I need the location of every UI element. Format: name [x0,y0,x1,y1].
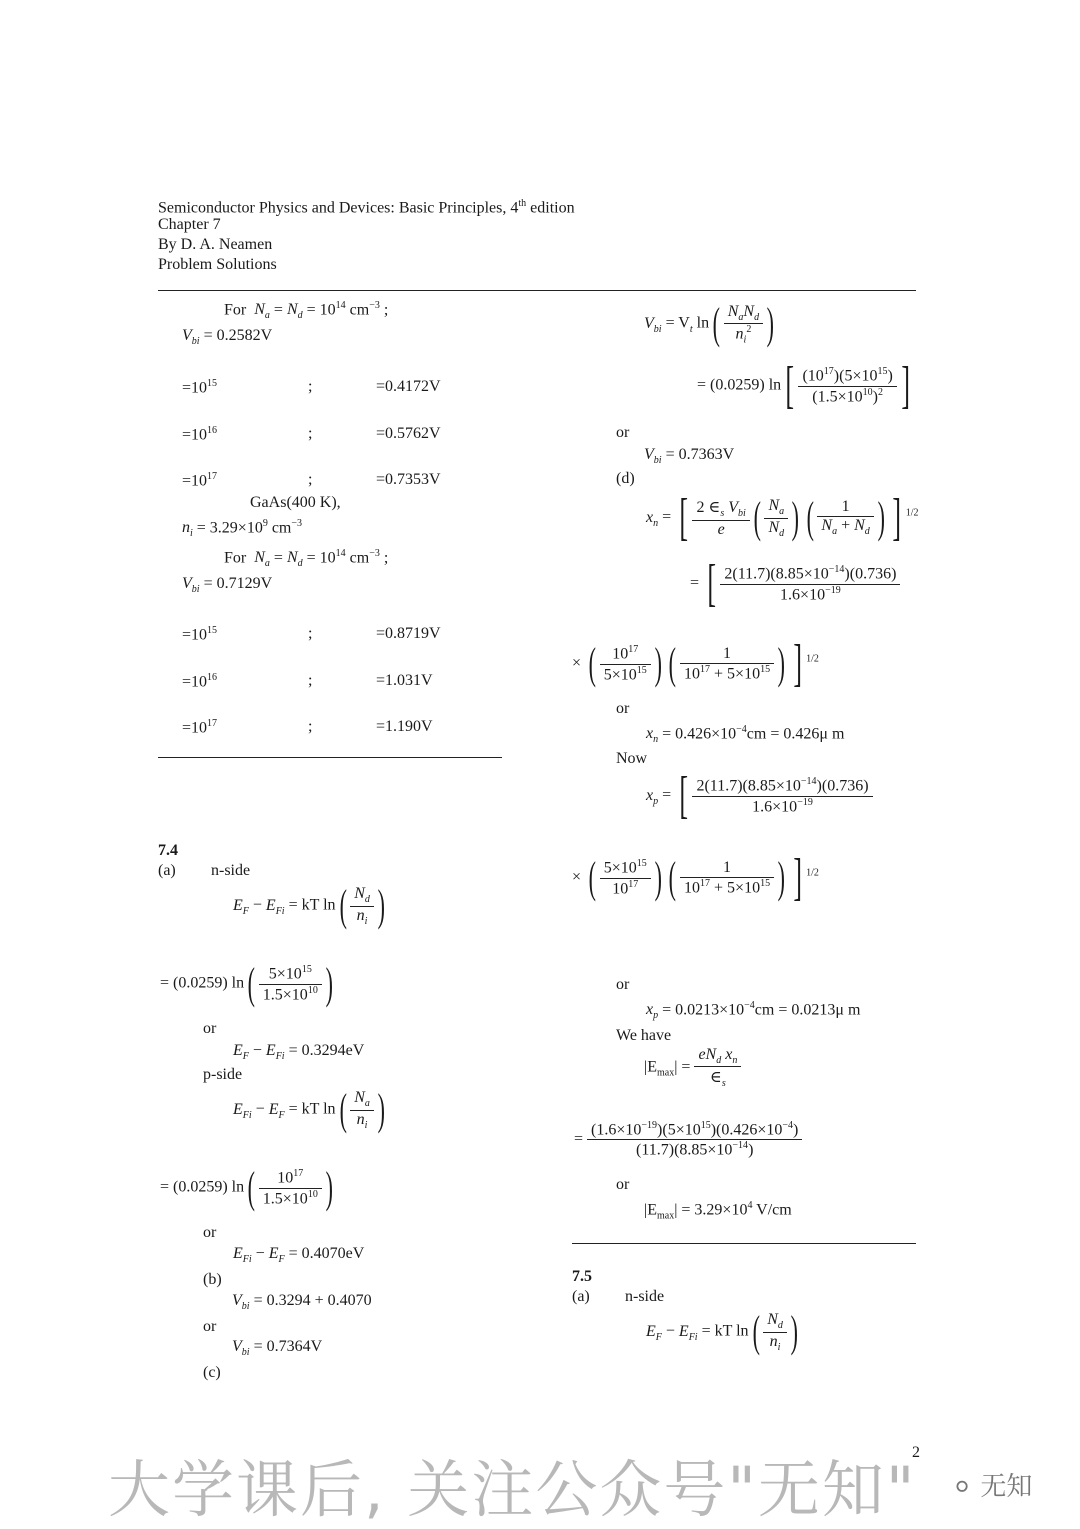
n-side-label: n-side [625,1288,665,1305]
or-label: or [203,1318,217,1335]
table-row-sep: ; [308,672,313,689]
gaas-label: GaAs(400 K), [250,494,341,511]
efi-ef-substitution: = (0.0259) ln( $\frac{10^{17}}{1.5\times 10^{10}}$ ) [160,1163,333,1212]
wechat-logo: ⚪ 无知 [952,1472,1033,1502]
part-a-label: (a) [158,862,176,879]
or-label: or [616,1176,630,1193]
table-row: $=10^{15}$ [182,625,218,644]
table-row-sep: ; [308,378,313,395]
section-rule-left [158,757,502,758]
table-row: $=10^{16}$ [182,425,218,444]
table-row-sep: ; [308,425,313,442]
section-label: Problem Solutions [158,256,277,273]
wechat-icon: ⚪ [952,1473,973,1501]
xp-result: $x_p = 0.0213\times 10^{-4}cm = 0.0213\mu$ m [646,1000,861,1022]
table-row-value: =0.8719V [376,625,441,642]
table-row-sep: ; [308,718,313,735]
part-d-label: (d) [616,470,635,487]
emax-substitution: = $\frac{(1.6\times 10^{-19})(5\times 10^{15})(0.426\times 10^{-4})}{(11.7)(8.85\times 10^{-14})}$ [574,1120,802,1160]
or-label: or [616,424,630,441]
vbi-substitution: = (0.0259) ln[ $\frac{(10^{17})(5\times 10^{15})}{(1.5\times 10^{10})^2}$ ] [697,357,910,414]
for-line-2: For $N_a = N_d = 10^{14}$ $cm^{-3}$ ; [224,548,389,570]
table-row-value: =0.7353V [376,471,441,488]
vbi-result: $V_{bi} = 0.7364V$ [232,1338,323,1359]
table-row-value: =1.190V [376,718,433,735]
table-row-sep: ; [308,471,313,488]
or-label: or [203,1224,217,1241]
vbi-formula: $V_{bi} = V_t$ ln( $\frac{N_aN_d}{n_i^2}$ ) [644,299,775,348]
watermark-text: 大学课后, 关注公众号"无知" [108,1453,917,1526]
table-row-value: =1.031V [376,672,433,689]
book-title: Semiconductor Physics and Devices: Basic Principles, 4th edition [158,198,575,217]
problem-7-4-label: 7.4 [158,842,178,859]
part-c-label: (c) [203,1364,221,1381]
ef-efi-substitution: = (0.0259) ln( $\frac{5\times 10^{15}}{1.5\times 10^{10}}$ ) [160,959,333,1008]
table-row: $=10^{15}$ [182,378,218,397]
part-b-label: (b) [203,1271,222,1288]
page-number: 2 [912,1444,920,1461]
table-row-sep: ; [308,625,313,642]
section-rule-right [572,1243,916,1244]
ef-efi-equation-7-5: $E_F - E_{Fi}$ = kT ln( $\frac{N_d}{n_i}$ ) [646,1307,798,1356]
we-have-label: We have [616,1027,672,1044]
header-rule [158,290,916,291]
or-label: or [616,976,630,993]
emax-result: $|E_{max}| = 3.29\times 10^4$ V/cm [644,1200,792,1222]
table-row: $=10^{17}$ [182,718,218,737]
or-label: or [203,1020,217,1037]
emax-formula: $|E_{max}|$ = $\frac{eN_d x_n}{\in_s}$ [644,1046,741,1089]
table-row: $=10^{16}$ [182,672,218,691]
xp-substitution: $x_p$ = [ $\frac{2(11.7)(8.85\times 10^{-14})(0.736)}{1.6\times 10^{-19}}$ [646,770,873,822]
xn-result: $x_n = 0.426\times 10^{-4}cm = 0.426\mu$ m [646,724,845,746]
xn-formula: $x_n$ = [ $\frac{2 \in_s V_{bi}}{e}$ ( $\frac{N_a}{N_d}$ ) ( $\frac{1}{N_a + N_d}$ ) ] $^{1/2}$ [646,489,919,546]
problem-7-5-label: 7.5 [572,1268,592,1285]
n-side-label: n-side [211,862,251,879]
efi-ef-result: $E_{Fi} - E_F = 0.4070eV$ [233,1245,365,1266]
ef-efi-result: $E_F - E_{Fi} = 0.3294eV$ [233,1042,365,1063]
vbi-1: $V_{bi} = 0.2582V$ [182,327,273,348]
for-line-1: For $N_a = N_d = 10^{14}$ $cm^{-3}$ ; [224,300,389,322]
ni-value: $n_i = 3.29\times 10^9$ $cm^{-3}$ [182,518,303,540]
p-side-label: p-side [203,1066,243,1083]
chapter-label: Chapter 7 [158,216,221,233]
xn-substitution: = [ $\frac{2(11.7)(8.85\times 10^{-14})(0.736)}{1.6\times 10^{-19}}$ [690,558,900,610]
vbi-2: $V_{bi} = 0.7129V$ [182,575,273,596]
xn-ratio: × ( $\frac{10^{17}}{5\times 10^{15}}$ ) ( $\frac{1}{10^{17} + 5\times 10^{15}}$ ) ] $^{1/2}$ [572,635,819,692]
author-label: By D. A. Neamen [158,236,273,253]
table-row: $=10^{17}$ [182,471,218,490]
now-label: Now [616,750,648,767]
part-a-label: (a) [572,1288,590,1305]
table-row-value: =0.4172V [376,378,441,395]
table-row-value: =0.5762V [376,425,441,442]
xp-ratio: × ( $\frac{5\times 10^{15}}{10^{17}}$ ) ( $\frac{1}{10^{17} + 5\times 10^{15}}$ ) ] $^{1/2}$ [572,849,819,906]
efi-ef-equation: $E_{Fi} - E_F$ = kT ln( $\frac{N_a}{n_i}$ ) [233,1085,385,1134]
vbi-value: $V_{bi} = 0.7363V$ [644,446,735,467]
ef-efi-equation: $E_F - E_{Fi}$ = kT ln( $\frac{N_d}{n_i}$ ) [233,881,385,930]
vbi-sum: $V_{bi} = 0.3294 + 0.4070$ [232,1292,372,1313]
or-label: or [616,700,630,717]
